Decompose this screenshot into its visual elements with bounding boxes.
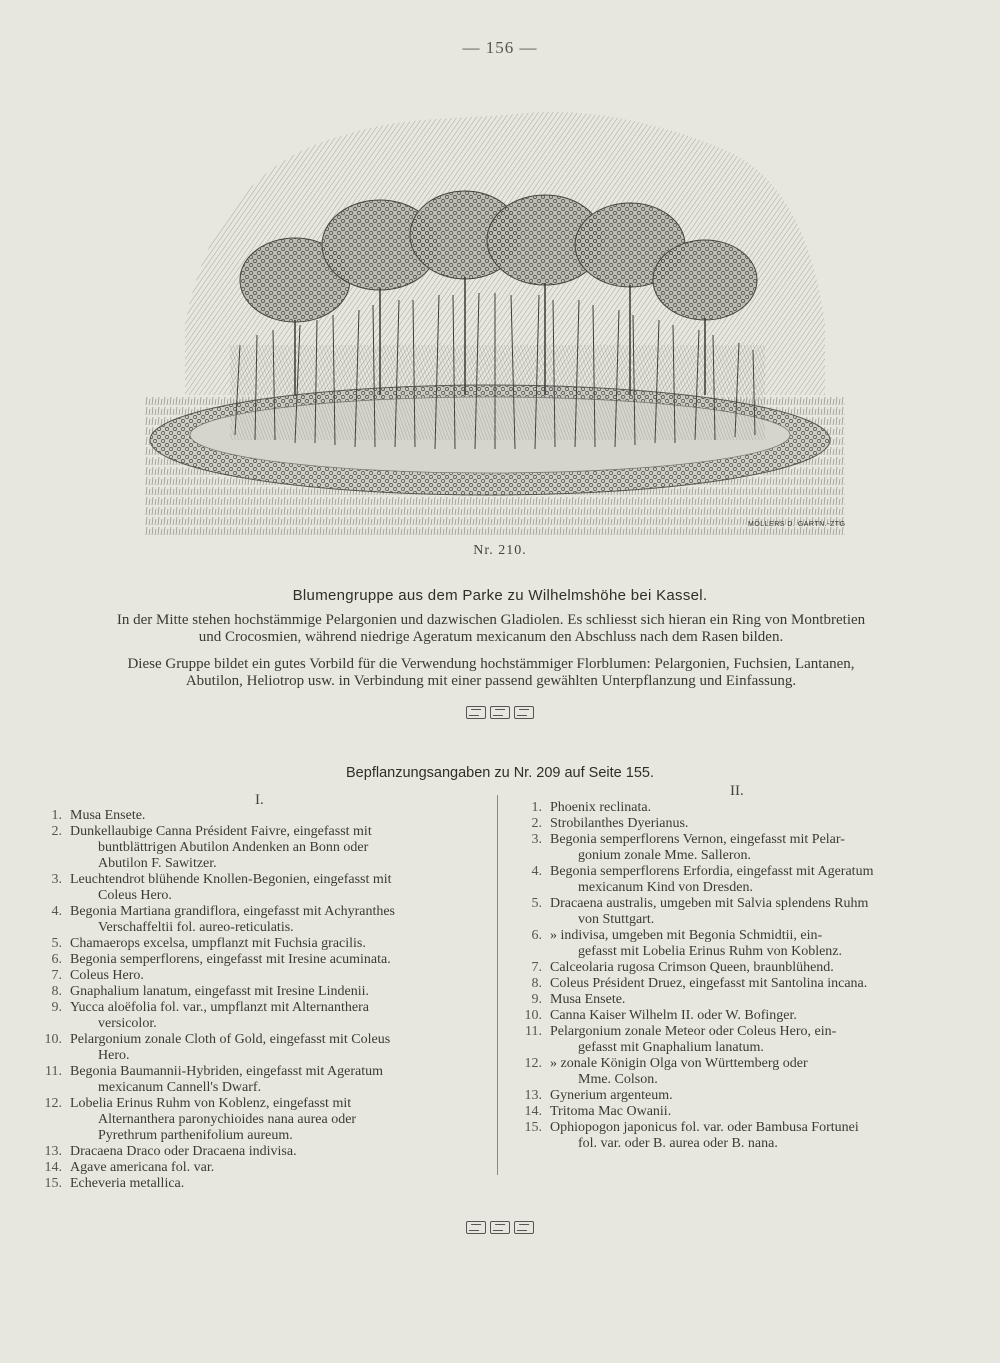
item-number: 13. bbox=[44, 1144, 62, 1159]
item-text-line: Musa Ensete. bbox=[550, 992, 626, 1007]
item-number: 11. bbox=[525, 1024, 542, 1039]
description-1-line-2: und Crocosmien, während niedrige Ageratum mexicanum den Abschluss nach dem Rasen bilden. bbox=[198, 629, 784, 645]
item-number: 7. bbox=[51, 968, 62, 983]
ornament-icon bbox=[490, 1221, 510, 1234]
description-1-line-1: In der Mitte stehen hochstämmige Pelargonien und dazwischen Gladiolen. Es schliesst sich hieran ein Ring von Montbretien bbox=[116, 612, 866, 628]
figure-description-1 bbox=[38, 612, 944, 646]
list-item bbox=[40, 1160, 480, 1176]
item-number: 12. bbox=[44, 1096, 62, 1111]
flower-bed-illustration bbox=[145, 95, 845, 535]
description-2-line-1: Diese Gruppe bildet ein gutes Vorbild für die Verwendung hochstämmiger Florblumen: Pelargonien, Fuchsien, Lantanen, bbox=[127, 656, 855, 672]
list-item bbox=[40, 968, 480, 984]
list-item bbox=[520, 864, 950, 896]
item-text-line: » indivisa, umgeben mit Begonia Schmidtii, ein- bbox=[550, 928, 823, 943]
list-item bbox=[40, 808, 480, 824]
item-text-line: Dracaena Draco oder Dracaena indivisa. bbox=[70, 1144, 297, 1159]
item-number: 6. bbox=[531, 928, 542, 943]
item-number: 6. bbox=[51, 952, 62, 967]
item-number: 8. bbox=[51, 984, 62, 999]
item-number: 8. bbox=[531, 976, 542, 991]
item-number: 1. bbox=[531, 800, 542, 815]
item-text-line: Abutilon F. Sawitzer. bbox=[98, 856, 217, 871]
item-text-line: Lobelia Erinus Ruhm von Koblenz, eingefasst mit bbox=[70, 1096, 352, 1111]
item-number: 3. bbox=[531, 832, 542, 847]
planting-list-2 bbox=[520, 800, 950, 1152]
list-item bbox=[40, 952, 480, 968]
ornament-icon bbox=[514, 706, 534, 719]
item-text-line: mexicanum Cannell's Dwarf. bbox=[98, 1080, 262, 1095]
item-number: 5. bbox=[531, 896, 542, 911]
item-text-line: versicolor. bbox=[98, 1016, 157, 1031]
flower-bed-engraving bbox=[145, 95, 845, 535]
column-heading-2: II. bbox=[730, 783, 744, 799]
item-number: 5. bbox=[51, 936, 62, 951]
end-ornament bbox=[0, 1221, 1000, 1239]
item-text-line: Coleus Hero. bbox=[98, 888, 172, 903]
item-text-line: fol. var. oder B. aurea oder B. nana. bbox=[578, 1136, 778, 1151]
description-2-line-2: Abutilon, Heliotrop usw. in Verbindung mit einer passend gewählten Unterpflanzung und Einfassung. bbox=[185, 673, 797, 689]
item-number: 14. bbox=[44, 1160, 62, 1175]
column-heading-1: I. bbox=[255, 792, 264, 808]
list-item bbox=[40, 872, 480, 904]
item-text-line: Begonia Martiana grandiflora, eingefasst mit Achyranthes bbox=[70, 904, 396, 919]
list-item bbox=[520, 1008, 950, 1024]
item-number: 2. bbox=[51, 824, 62, 839]
planting-title: Bepflanzungsangaben zu Nr. 209 auf Seite 155. bbox=[346, 765, 654, 781]
list-item bbox=[40, 1032, 480, 1064]
item-number: 14. bbox=[524, 1104, 542, 1119]
list-item bbox=[40, 1064, 480, 1096]
list-item bbox=[520, 1120, 950, 1152]
list-item bbox=[40, 904, 480, 936]
list-item bbox=[520, 832, 950, 864]
item-text-line: Gynerium argenteum. bbox=[550, 1088, 673, 1103]
page-number: — 156 — bbox=[462, 38, 538, 57]
item-text-line: Agave americana fol. var. bbox=[70, 1160, 215, 1175]
list-item bbox=[520, 992, 950, 1008]
item-text-line: Strobilanthes Dyerianus. bbox=[550, 816, 689, 831]
engraver-signature: MÖLLERS D. GARTN.-ZTG bbox=[748, 521, 846, 528]
list-item bbox=[520, 960, 950, 976]
list-item bbox=[40, 1176, 480, 1192]
item-text-line: Yucca aloëfolia fol. var., umpflanzt mit Alternanthera bbox=[70, 1000, 369, 1015]
item-text-line: Begonia semperflorens Vernon, eingefasst mit Pelar- bbox=[550, 832, 845, 847]
list-item bbox=[520, 1024, 950, 1056]
item-text-line: mexicanum Kind von Dresden. bbox=[578, 880, 753, 895]
item-number: 10. bbox=[524, 1008, 542, 1023]
item-text-line: gefasst mit Gnaphalium lanatum. bbox=[578, 1040, 764, 1055]
item-number: 7. bbox=[531, 960, 542, 975]
item-text-line: Canna Kaiser Wilhelm II. oder W. Bofinger. bbox=[550, 1008, 797, 1023]
item-text-line: Musa Ensete. bbox=[70, 808, 146, 823]
item-text-line: Dracaena australis, umgeben mit Salvia splendens Ruhm bbox=[550, 896, 869, 911]
item-text-line: gonium zonale Mme. Salleron. bbox=[578, 848, 752, 863]
list-item bbox=[40, 1096, 480, 1144]
item-number: 1. bbox=[51, 808, 62, 823]
item-number: 2. bbox=[531, 816, 542, 831]
list-item bbox=[40, 824, 480, 872]
column-divider bbox=[497, 795, 498, 1175]
item-number: 13. bbox=[524, 1088, 542, 1103]
ornament-icon bbox=[466, 1221, 486, 1234]
item-text-line: gefasst mit Lobelia Erinus Ruhm von Koblenz. bbox=[578, 944, 843, 959]
list-item bbox=[40, 1144, 480, 1160]
ornament-icon bbox=[514, 1221, 534, 1234]
item-text-line: Begonia semperflorens Erfordia, eingefasst mit Ageratum bbox=[550, 864, 874, 879]
item-text-line: Echeveria metallica. bbox=[70, 1176, 185, 1191]
list-item bbox=[520, 816, 950, 832]
item-text-line: Pyrethrum parthenifolium aureum. bbox=[98, 1128, 293, 1143]
list-item bbox=[520, 976, 950, 992]
item-text-line: Hero. bbox=[98, 1048, 130, 1063]
item-text-line: Mme. Colson. bbox=[578, 1072, 658, 1087]
item-text-line: von Stuttgart. bbox=[578, 912, 655, 927]
item-number: 9. bbox=[51, 1000, 62, 1015]
ornament-icon bbox=[490, 706, 510, 719]
item-text-line: Alternanthera paronychioides nana aurea oder bbox=[98, 1112, 357, 1127]
item-text-line: Leuchtendrot blühende Knollen-Begonien, eingefasst mit bbox=[70, 872, 392, 887]
list-item bbox=[40, 984, 480, 1000]
item-text-line: Begonia semperflorens, eingefasst mit Iresine acuminata. bbox=[70, 952, 391, 967]
item-text-line: Ophiopogon japonicus fol. var. oder Bambusa Fortunei bbox=[550, 1120, 859, 1135]
list-item bbox=[520, 800, 950, 816]
item-text-line: Coleus Hero. bbox=[70, 968, 144, 983]
item-text-line: buntblättrigen Abutilon Andenken an Bonn oder bbox=[98, 840, 369, 855]
list-item bbox=[40, 1000, 480, 1032]
item-text-line: Verschaffeltii fol. aureo-reticulatis. bbox=[98, 920, 294, 935]
item-number: 15. bbox=[44, 1176, 62, 1191]
item-text-line: Calceolaria rugosa Crimson Queen, braunblühend. bbox=[550, 960, 834, 975]
item-number: 4. bbox=[51, 904, 62, 919]
item-text-line: Pelargonium zonale Cloth of Gold, eingefasst mit Coleus bbox=[70, 1032, 391, 1047]
figure-number: Nr. 210. bbox=[473, 543, 527, 558]
ornament-icon bbox=[466, 706, 486, 719]
figure-title: Blumengruppe aus dem Parke zu Wilhelmshöhe bei Kassel. bbox=[292, 587, 708, 604]
list-item bbox=[40, 936, 480, 952]
item-text-line: Coleus Président Druez, eingefasst mit Santolina incana. bbox=[550, 976, 868, 991]
planting-list-1 bbox=[40, 808, 480, 1192]
item-number: 10. bbox=[44, 1032, 62, 1047]
item-text-line: Begonia Baumannii-Hybriden, eingefasst mit Ageratum bbox=[70, 1064, 383, 1079]
item-number: 4. bbox=[531, 864, 542, 879]
list-item bbox=[520, 1088, 950, 1104]
item-number: 11. bbox=[45, 1064, 62, 1079]
item-text-line: Pelargonium zonale Meteor oder Coleus Hero, ein- bbox=[550, 1024, 837, 1039]
section-ornament bbox=[0, 706, 1000, 724]
item-text-line: Dunkellaubige Canna Président Faivre, eingefasst mit bbox=[70, 824, 372, 839]
item-text-line: Phoenix reclinata. bbox=[550, 800, 652, 815]
list-item bbox=[520, 1104, 950, 1120]
list-item bbox=[520, 896, 950, 928]
item-text-line: Gnaphalium lanatum, eingefasst mit Iresine Lindenii. bbox=[70, 984, 369, 999]
item-text-line: » zonale Königin Olga von Württemberg oder bbox=[550, 1056, 808, 1071]
item-text-line: Tritoma Mac Owanii. bbox=[550, 1104, 672, 1119]
list-item bbox=[520, 928, 950, 960]
item-number: 9. bbox=[531, 992, 542, 1007]
item-number: 12. bbox=[524, 1056, 542, 1071]
item-text-line: Chamaerops excelsa, umpflanzt mit Fuchsia gracilis. bbox=[70, 936, 366, 951]
item-number: 15. bbox=[524, 1120, 542, 1135]
figure-description-2 bbox=[38, 656, 944, 690]
list-item bbox=[520, 1056, 950, 1088]
item-number: 3. bbox=[51, 872, 62, 887]
